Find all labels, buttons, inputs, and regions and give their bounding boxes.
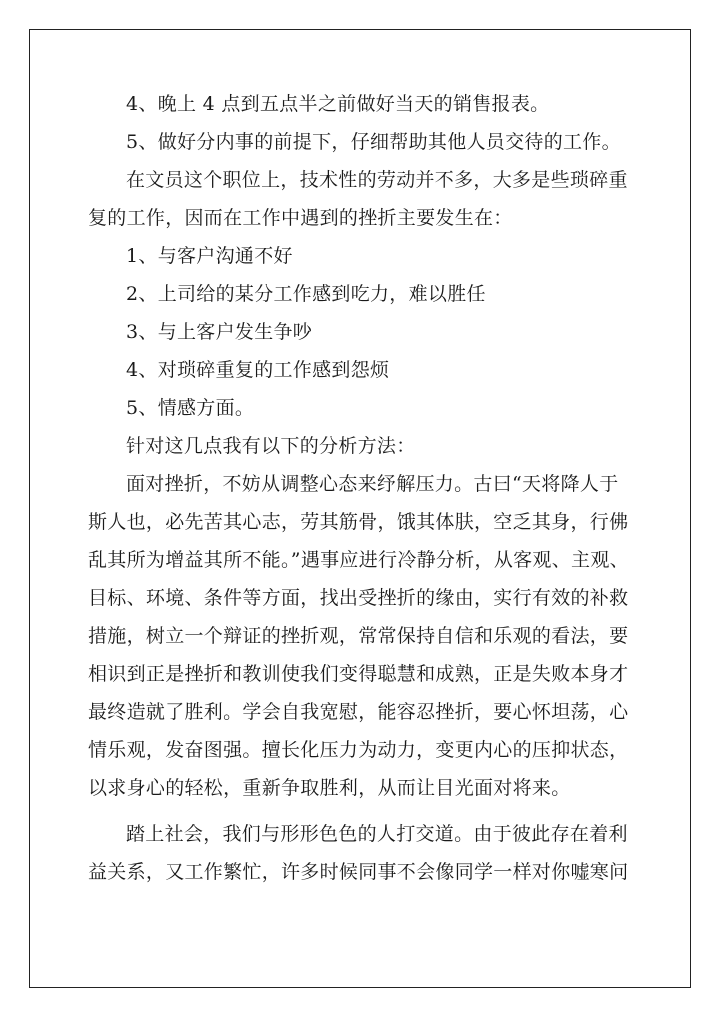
text-line: 目标、环境、条件等方面，找出受挫折的缘由，实行有效的补救 (88, 587, 629, 609)
text-line: 乱其所为增益其所不能。”遇事应进行冷静分析，从客观、主观、 (88, 549, 629, 571)
text-line: 1、与客户沟通不好 (126, 245, 293, 267)
text-line: 踏上社会，我们与形形色色的人打交道。由于彼此存在着利 (126, 823, 628, 845)
text-line: 措施，树立一个辩证的挫折观，常常保持自信和乐观的看法，要 (88, 625, 629, 647)
text-line: 5、情感方面。 (126, 397, 255, 419)
text-line: 复的工作，因而在工作中遇到的挫折主要发生在： (88, 207, 513, 229)
text-line: 2、上司给的某分工作感到吃力，难以胜任 (126, 283, 486, 305)
text-line: 4、晚上 4 点到五点半之前做好当天的销售报表。 (126, 93, 550, 115)
text-line: 斯人也，必先苦其心志，劳其筋骨，饿其体肤，空乏其身，行佛 (88, 511, 629, 533)
text-line: 相识到正是挫折和教训使我们变得聪慧和成熟，正是失败本身才 (88, 663, 629, 685)
text-line: 面对挫折，不妨从调整心态来纾解压力。古曰“天将降人于 (126, 473, 619, 495)
text-line: 3、与上客户发生争吵 (126, 321, 313, 343)
text-line: 益关系，又工作繁忙，许多时候同事不会像同学一样对你嘘寒问 (88, 861, 629, 883)
text-line: 5、做好分内事的前提下，仔细帮助其他人员交待的工作。 (126, 131, 621, 153)
text-line: 情乐观，发奋图强。擅长化压力为动力，变更内心的压抑状态， (88, 739, 629, 761)
text-line: 针对这几点我有以下的分析方法： (126, 435, 416, 457)
text-line: 以求身心的轻松，重新争取胜利，从而让目光面对将来。 (88, 777, 571, 799)
text-line: 最终造就了胜利。学会自我宽慰，能容忍挫折，要心怀坦荡，心 (88, 701, 629, 723)
text-line: 4、对琐碎重复的工作感到怨烦 (126, 359, 390, 381)
text-line: 在文员这个职位上，技术性的劳动并不多，大多是些琐碎重 (126, 169, 628, 191)
